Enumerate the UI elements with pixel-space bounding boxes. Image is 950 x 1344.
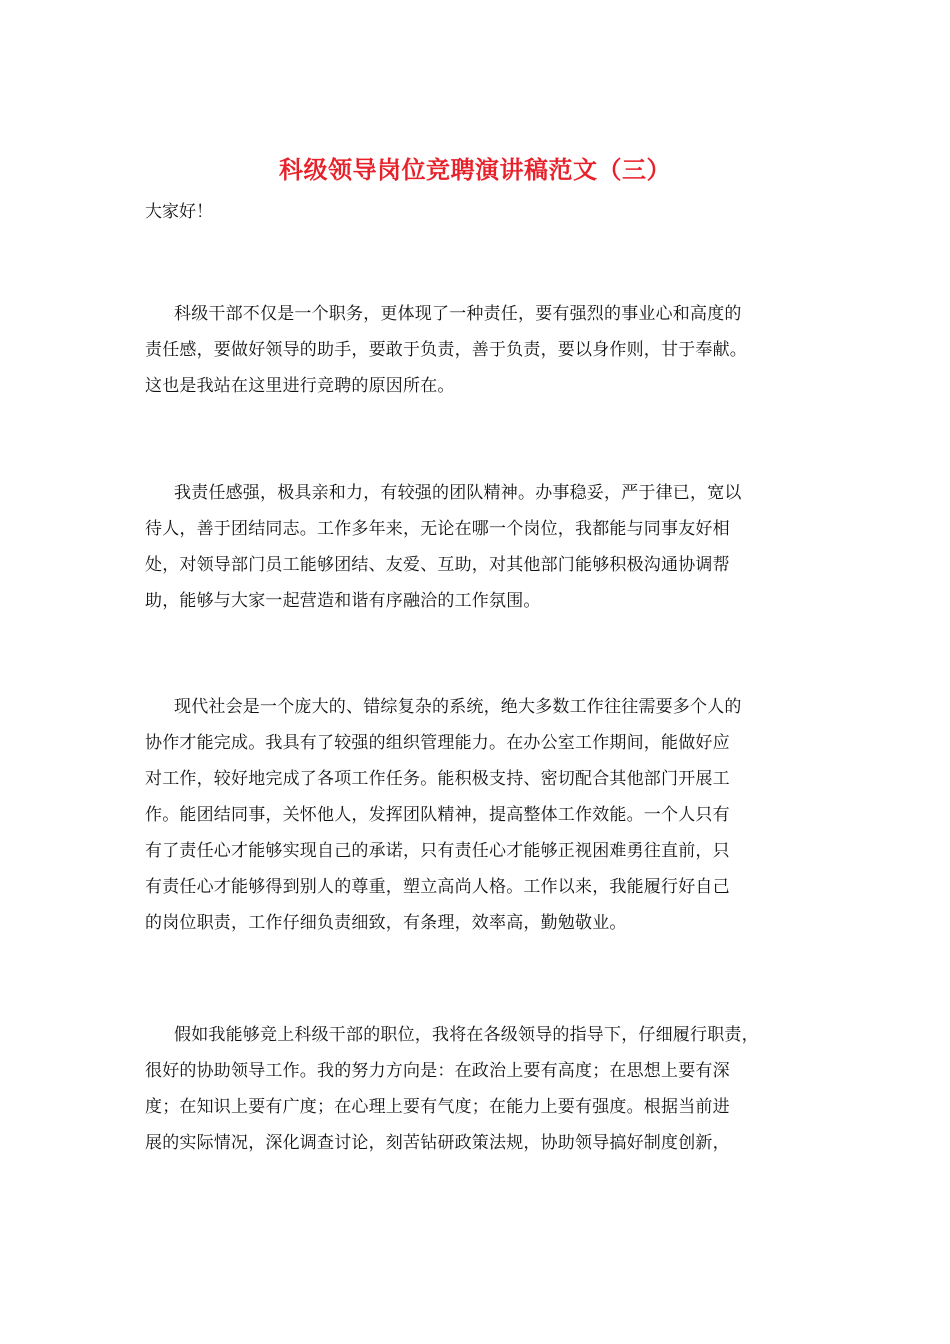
text-line: 度；在知识上要有广度；在心理上要有气度；在能力上要有强度。根据当前进 — [145, 1097, 730, 1117]
text-line: 展的实际情况，深化调查讨论，刻苦钻研政策法规，协助领导搞好制度创新， — [145, 1133, 730, 1153]
text-line: 假如我能够竞上科级干部的职位，我将在各级领导的指导下，仔细履行职责， — [174, 1025, 759, 1045]
text-line: 责任感，要做好领导的助手，要敢于负责，善于负责，要以身作则，甘于奉献。 — [145, 340, 747, 360]
text-line: 对工作，较好地完成了各项工作任务。能积极支持、密切配合其他部门开展工 — [145, 769, 730, 789]
text-line: 现代社会是一个庞大的、错综复杂的系统，绝大多数工作往往需要多个人的 — [174, 697, 742, 717]
text-line: 很好的协助领导工作。我的努力方向是：在政治上要有高度；在思想上要有深 — [145, 1061, 730, 1081]
paragraph-1 — [145, 296, 845, 404]
paragraph-4 — [145, 1017, 845, 1161]
paragraph-2 — [145, 475, 845, 619]
text-line: 科级干部不仅是一个职务，更体现了一种责任，要有强烈的事业心和高度的 — [174, 304, 742, 324]
text-line: 协作才能完成。我具有了较强的组织管理能力。在办公室工作期间，能做好应 — [145, 733, 730, 753]
text-line: 有责任心才能够得到别人的尊重，塑立高尚人格。工作以来，我能履行好自己 — [145, 877, 730, 897]
text-line: 这也是我站在这里进行竞聘的原因所在。 — [145, 376, 455, 396]
text-line: 待人，善于团结同志。工作多年来，无论在哪一个岗位，我都能与同事友好相 — [145, 519, 730, 539]
text-line: 助，能够与大家一起营造和谐有序融洽的工作氛围。 — [145, 591, 541, 611]
paragraph-3 — [145, 689, 845, 941]
text-line: 的岗位职责，工作仔细负责细致，有条理，效率高，勤勉敬业。 — [145, 913, 627, 933]
greeting: 大家好！ — [145, 202, 213, 222]
text-line: 有了责任心才能够实现自己的承诺，只有责任心才能够正视困难勇往直前，只 — [145, 841, 730, 861]
text-line: 我责任感强，极具亲和力，有较强的团队精神。办事稳妥，严于律已，宽以 — [174, 483, 742, 503]
document-title: 科级领导岗位竞聘演讲稿范文（三） — [279, 155, 671, 184]
text-line: 作。能团结同事，关怀他人，发挥团队精神，提高整体工作效能。一个人只有 — [145, 805, 730, 825]
text-line: 处，对领导部门员工能够团结、友爱、互助，对其他部门能够积极沟通协调帮 — [145, 555, 730, 575]
